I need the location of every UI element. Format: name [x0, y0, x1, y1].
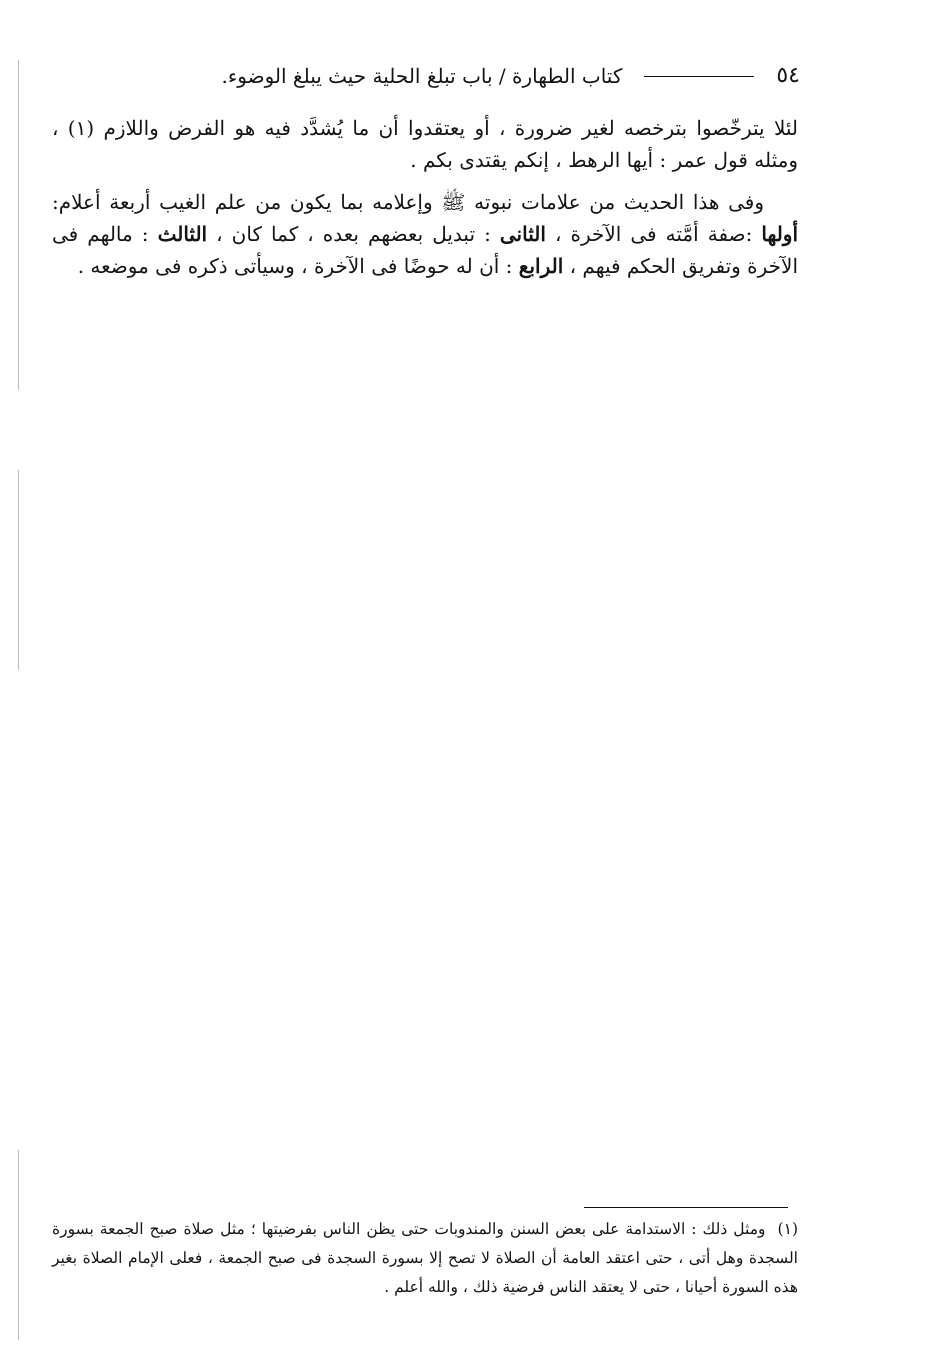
footnote-reference[interactable]: (١) — [67, 116, 95, 140]
paragraph-2 — [52, 186, 798, 282]
page-number: ٥٤ — [776, 63, 800, 88]
paragraph-1 — [52, 112, 798, 176]
second-point-label: الثانى — [499, 222, 546, 246]
footnotes — [52, 1215, 798, 1302]
footnote-marker: (١) — [777, 1220, 798, 1238]
scan-edge-mark-bottom — [18, 1150, 19, 1340]
footnote-separator — [584, 1207, 788, 1208]
fourth-point-text: : أن له حوضًا فى الآخرة ، وسيأتى ذكره فى موضعه . — [77, 254, 513, 278]
second-point-text: : تبديل بعضهم بعده ، كما كان ، — [216, 222, 491, 246]
paragraph-2-intro: وفى هذا الحديث من علامات نبوته ﷺ وإعلامه بما يكون من علم الغيب أربعة أعلام: — [52, 190, 764, 214]
running-title: كتاب الطهارة / باب تبلغ الحلية حيث يبلغ الوضوء. — [221, 64, 623, 88]
paragraph-1-text: لئلا يترخّصوا بترخصه لغير ضرورة ، أو يعتقدوا أن ما يُشدَّد فيه هو الفرض واللازم — [103, 116, 799, 140]
main-text — [52, 112, 798, 292]
header-rule — [644, 76, 754, 77]
first-point-text: :صفة أمَّته فى الآخرة ، — [554, 222, 753, 246]
footnote-text: ومثل ذلك : الاستدامة على بعض السنن والمندوبات حتى يظن الناس بفرضيتها ؛ مثل صلاة صبح الجمعة بسورة السجدة وهل أتى ، حتى اعتقد العامة أن الصلاة لا تصح إلا بسورة السجدة فى صبح الجمعة ، فعلى الإمام الصلاة بغير هذه السورة أحيانا ، حتى لا يعتقد الناس فرضية ذلك ، والله أعلم . — [52, 1220, 798, 1296]
scan-edge-mark-top — [18, 60, 19, 390]
third-point-label: الثالث — [157, 222, 208, 246]
fourth-point-label: الرابع — [518, 254, 564, 278]
document-page — [40, 0, 810, 1360]
running-header — [50, 58, 800, 94]
first-point-label: أولها — [761, 222, 798, 246]
third-point-text: : مالهم فى الآخرة وتفريق الحكم فيهم ، — [52, 222, 798, 278]
scan-edge-mark-middle — [18, 470, 19, 670]
paragraph-1-continuation: ، ومثله قول عمر : أيها الرهط ، إنكم يقتدى بكم . — [52, 116, 798, 172]
footnote-1 — [52, 1215, 798, 1302]
